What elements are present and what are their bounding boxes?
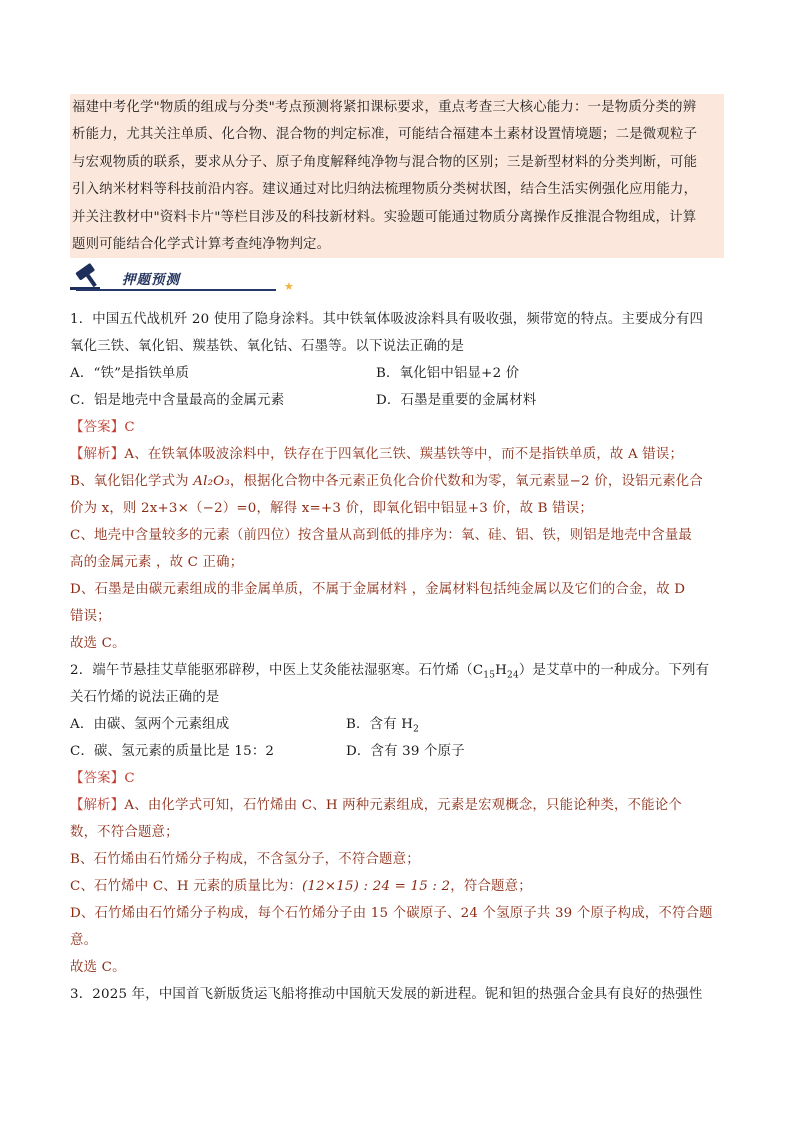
q2-analysis-d2: 意。 [70,933,98,948]
q1-stem-line: 氧化三铁、氧化铝、羰基铁、氧化钴、石墨等。以下说法正确的是 [70,339,465,354]
intro-highlight-box [70,94,724,258]
q1-analysis-d2: 错误； [70,609,111,624]
section-banner [70,262,310,292]
q2-analysis-c: C、石竹烯中 C、H 元素的质量比为：(12×15) : 24 = 15 : 2，符合题意； [70,879,532,894]
q1-options-row [70,387,726,414]
q1-analysis-b: B、氧化铝化学式为 Al₂O₃，根据化合物中各元素正负化合价代数和为零，氧元素显−2 价，设铝元素化合 [70,474,703,489]
q1-options-row [70,360,726,387]
star-icon: ★ [284,280,294,293]
q2-stem-line: 关石竹烯的说法正确的是 [70,690,220,705]
q2-option-d: D．含有 39 个原子 [346,744,465,759]
q2-analysis-b: B、石竹烯由石竹烯分子构成，不含氢分子，不符合题意； [70,852,420,867]
banner-title: 押题预测 [122,272,180,288]
intro-line: 福建中考化学"物质的组成与分类"考点预测将紧扣课标要求，重点考查三大核心能力：一是物质分类的辨 [72,100,697,115]
q1-option-d: D．石墨是重要的金属材料 [376,393,537,408]
intro-line: 引入纳米材料等科技前沿内容。建议通过对比归纳法梳理物质分类树状图，结合生活实例强化应用能力， [72,182,698,198]
intro-line: 题则可能结合化学式计算考查纯净物判定。 [72,237,331,253]
q1-analysis-d: D、石墨是由碳元素组成的非金属单质，不属于金属材料 ，金属材料包括纯金属以及它们的合金，故 D [70,582,686,597]
q2-final: 故选 C。 [70,960,126,975]
q3-stem-line: 3．2025 年，中国首飞新版货运飞船将推动中国航天发展的新进程。铌和钽的热强合金具有良好的热强性 [70,987,703,1002]
q1-stem-line: 1．中国五代战机歼 20 使用了隐身涂料。其中铁氧体吸波涂料具有吸收强，频带宽的特点。主要成分有四 [70,312,704,327]
q2-option-c: C．碳、氢元素的质量比是 15：2 [70,744,275,759]
q1-option-a: A．“铁”是指铁单质 [70,366,190,381]
intro-line: 析能力，尤其关注单质、化合物、混合物的判定标准，可能结合福建本土素材设置情境题；二是微观粒子 [72,127,698,143]
q2-analysis-d: D、石竹烯由石竹烯分子构成，每个石竹烯分子由 15 个碳原子、24 个氢原子共 39 个原子构成，不符合题 [70,906,713,921]
q2-option-a: A．由碳、氢两个元素组成 [70,717,230,732]
q1-option-c: C．铝是地壳中含量最高的金属元素 [70,393,285,408]
q2-option-b: B．含有 $H_2$ [346,717,420,735]
intro-line: 并关注教材中"资料卡片"等栏目涉及的科技新材料。实验题可能通过物质分离操作反推混合物组成，计算 [72,209,697,225]
questions-body [70,306,726,1008]
gavel-icon [70,262,114,292]
q2-analysis-a2: 数，不符合题意； [70,825,179,840]
intro-line: 与宏观物质的联系，要求从分子、原子角度解释纯净物与混合物的区别；三是新型材料的分类判断，可能 [72,154,698,170]
q2-stem-line: 2．端午节悬挂艾草能驱邪辟秽，中医上艾灸能祛湿驱寒。石竹烯$(C_{15}H_{24})$是艾草中的一种成分。下列有 [70,663,710,681]
analysis-tag: 【解析】 [70,447,125,462]
q1-analysis-c2: 高的金属元素 ，故 C 正确； [70,555,244,570]
q2-analysis-a: 【解析】A、由化学式可知，石竹烯由 C、H 两种元素组成，元素是宏观概念，只能论种类，不能论个 [70,798,682,813]
q1-final: 故选 C。 [70,636,126,651]
q1-analysis-c: C、地壳中含量较多的元素（前四位）按含量从高到低的排序为：氧、硅、铝、铁，则铝是地壳中含量最 [70,528,693,543]
q1-answer: 【答案】C [70,420,135,435]
q2-options-row [70,711,726,738]
q2-answer: 【答案】C [70,771,135,786]
q1-option-b: B．氧化铝中铝显+2 价 [376,366,520,381]
formula-mass-ratio: (12×15) : 24 = 15 : 2 [301,879,451,894]
formula-al2o3: Al₂O₃ [193,474,230,489]
banner-underline [76,289,276,291]
q2-options-row [70,738,726,765]
q1-analysis-a: 【解析】A、在铁氧体吸波涂料中，铁存在于四氧化三铁、羰基铁等中，而不是指铁单质，故 A 错误； [70,447,684,462]
q1-analysis-b2: 价为 x，则 2x+3×（−2）=0，解得 x=+3 价，即氧化铝中铝显+3 价，故 B 错误； [70,501,593,516]
analysis-tag: 【解析】 [70,798,125,813]
